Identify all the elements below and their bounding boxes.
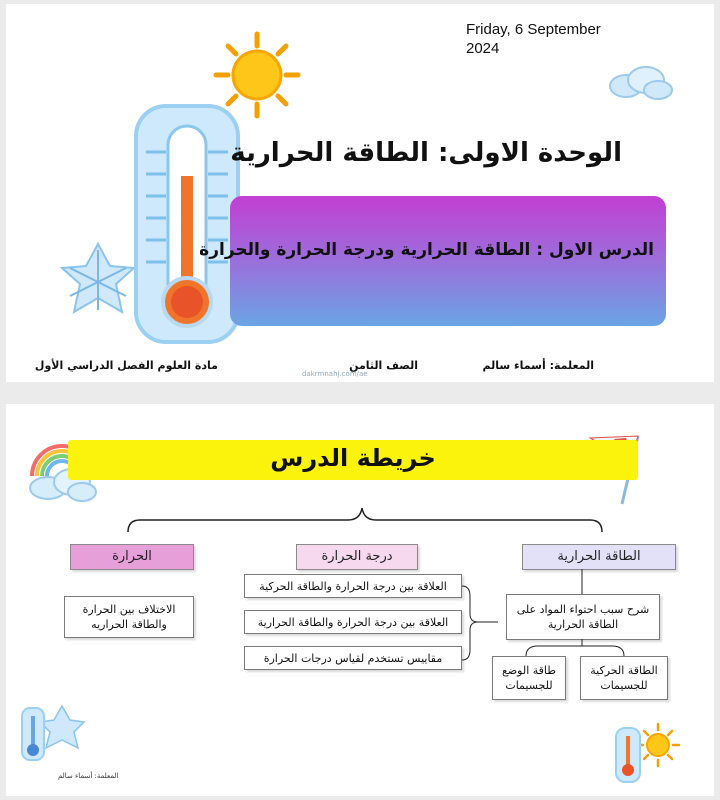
snowflake-icon (58, 240, 138, 320)
temperature-brace (460, 578, 500, 668)
temperature-header: درجة الحرارة (296, 544, 418, 570)
thermometer-icon (132, 102, 242, 348)
watermark: dakrmnahj.com/ae (302, 370, 368, 378)
cloud-icon (606, 62, 676, 102)
lesson-title: الدرس الاول : الطاقة الحرارية ودرجة الحرارة والحرارة (199, 240, 654, 260)
thermal-explain-box: شرح سبب احتواء المواد على الطاقة الحرارية (506, 594, 660, 640)
top-brace (126, 504, 606, 534)
heat-item-1: الاختلاف بين الحرارة والطاقة الحراريه (64, 596, 194, 638)
lesson-banner (199, 196, 666, 326)
temperature-item-1: العلاقة بين درجة الحرارة والطاقة الحركية (244, 574, 462, 598)
kinetic-energy-box: الطاقة الحركية للجسيمات (580, 656, 668, 700)
date-label: Friday, 6 September 2024 (466, 21, 601, 57)
unit-title: الوحدة الاولى: الطاقة الحرارية (230, 138, 622, 168)
thermometer-snowflake-icon (16, 702, 86, 764)
temperature-item-3: مقاييس تستخدم لقياس درجات الحرارة (244, 646, 462, 670)
title-slide (6, 4, 714, 382)
lesson-map-slide (6, 404, 714, 796)
map-title: خريطة الدرس (270, 444, 436, 472)
heat-header: الحرارة (70, 544, 194, 570)
thermal-connectors (486, 564, 686, 664)
teacher-name: المعلمة: أسماء سالم (482, 359, 594, 372)
map-title-banner (68, 440, 638, 480)
thermal-energy-header: الطاقة الحرارية (522, 544, 676, 570)
temperature-item-2: العلاقة بين درجة الحرارة والطاقة الحرارية (244, 610, 462, 634)
subject-label: مادة العلوم الفصل الدراسي الأول (34, 359, 218, 372)
teacher-name-small: المعلمة: أسماء سالم (58, 772, 119, 780)
potential-energy-box: طاقة الوضع للجسيمات (492, 656, 566, 700)
thermometer-sun-icon (610, 720, 682, 786)
grade-label: الصف الثامن (349, 359, 418, 372)
